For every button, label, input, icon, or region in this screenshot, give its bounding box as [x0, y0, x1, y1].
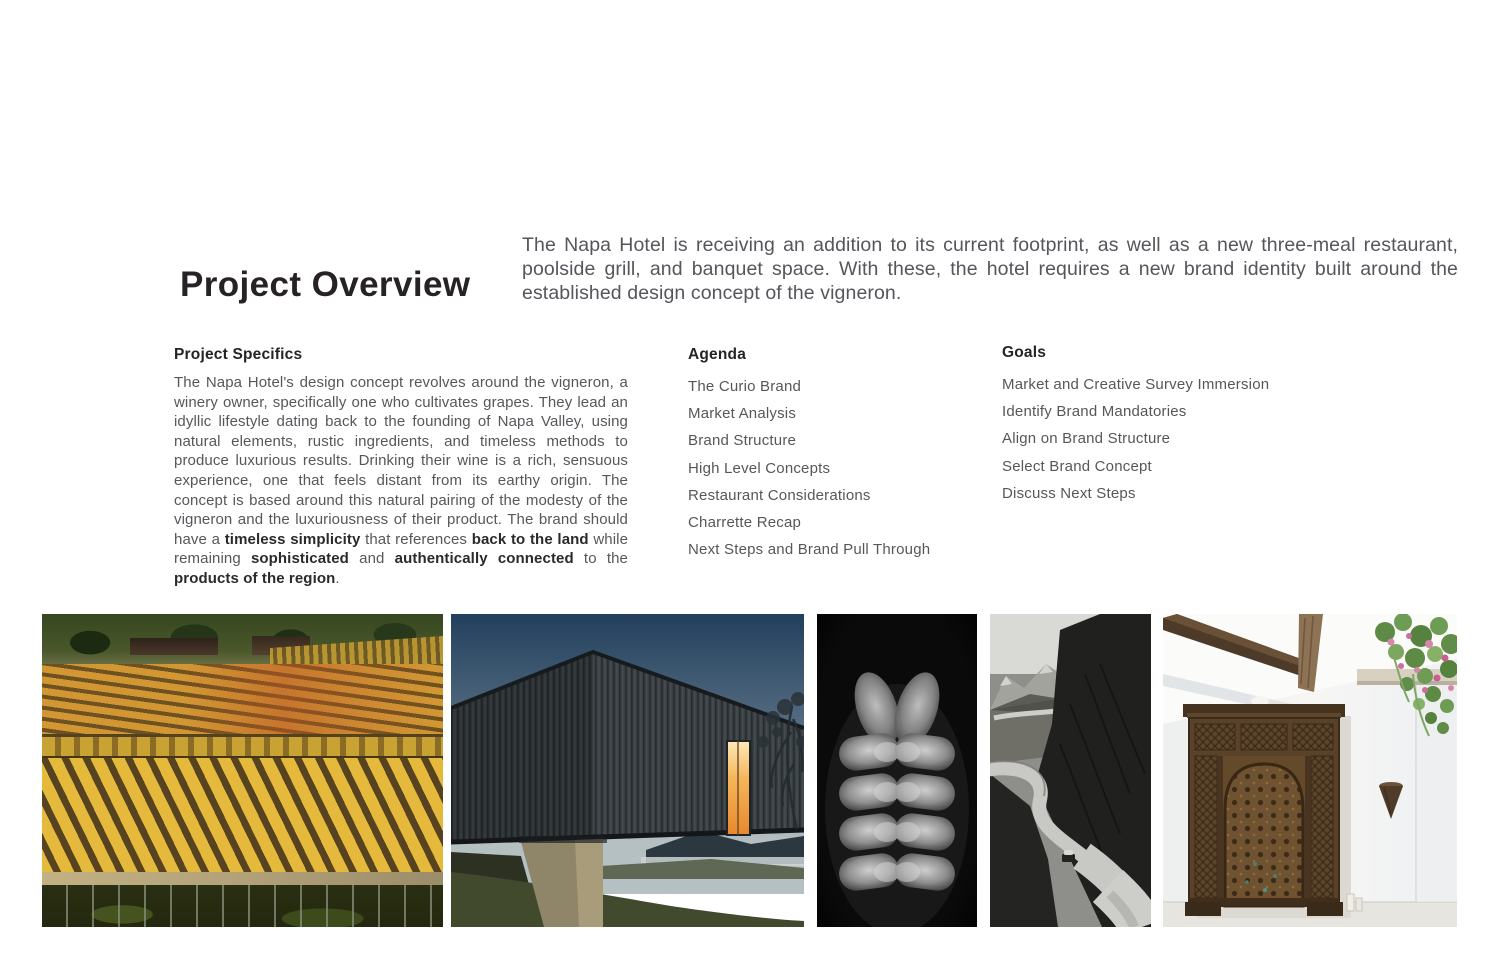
agenda-list: [688, 373, 968, 563]
goal-item: Discuss Next Steps: [1002, 484, 1136, 502]
agenda-section: [688, 347, 968, 563]
clasped-hands-photo: [817, 614, 977, 927]
goals-heading: Goals: [1002, 344, 1047, 361]
cantilever-house-photo: [451, 614, 804, 927]
goal-item: Identify Brand Mandatories: [1002, 403, 1187, 421]
goal-item: Align on Brand Structure: [1002, 430, 1171, 448]
goals-section: [1002, 345, 1302, 507]
agenda-item: The Curio Brand: [688, 378, 802, 395]
agenda-item: Charrette Recap: [688, 514, 802, 532]
agenda-item: High Level Concepts: [688, 459, 831, 477]
vineyard-foreground: [42, 885, 443, 927]
clasped-hands-illustration: [817, 614, 977, 927]
project-specifics-section: [174, 347, 628, 589]
agenda-item: Restaurant Considerations: [688, 486, 871, 504]
intro-paragraph: The Napa Hotel is receiving an addition to its current footprint, as well as a new three-meal restaurant, poolside grill, and banquet space. With these, the hotel requires a new brand identity built around the established design concept of the vigneron.: [522, 234, 1458, 304]
vineyard-barn: [130, 638, 218, 655]
goal-item: Select Brand Concept: [1002, 457, 1152, 475]
image-gallery: [0, 614, 1500, 927]
carved-door-illustration: [1163, 614, 1457, 927]
mountain-road-photo: [990, 614, 1151, 927]
cantilever-house-illustration: [451, 614, 804, 927]
vineyard-hedge-row: [42, 734, 443, 758]
agenda-heading: Agenda: [688, 346, 747, 363]
agenda-item: Next Steps and Brand Pull Through: [688, 541, 931, 559]
goals-list: [1002, 371, 1302, 507]
agenda-item: Brand Structure: [688, 432, 797, 450]
autumn-vineyard-photo: [42, 614, 443, 927]
project-specifics-body: The Napa Hotel's design concept revolves around the vigneron, a winery owner, specifically one who cultivates grapes. They lead an idyllic lifestyle dating back to the founding of Napa Valley, using natural elements, rustic ingredients, and timeless methods to produce luxurious results. Drinking their wine is a rich, sensuous experience, one that feels distant from its earthy origin. The concept is based around this natural pairing of the modesty of the vigneron and the luxuriousness of their product. The brand should have a timeless simplicity that references back to the land while remaining sophisticated and authentically connected to the products of the region.: [174, 374, 629, 587]
goal-item: Market and Creative Survey Immersion: [1002, 376, 1270, 393]
project-specifics-heading: Project Specifics: [174, 346, 303, 363]
agenda-item: Market Analysis: [688, 405, 797, 423]
page-title: Project Overview: [180, 265, 471, 304]
carved-door-photo: [1163, 614, 1457, 927]
vineyard-main-rows: [42, 758, 443, 876]
mountain-road-illustration: [990, 614, 1151, 927]
